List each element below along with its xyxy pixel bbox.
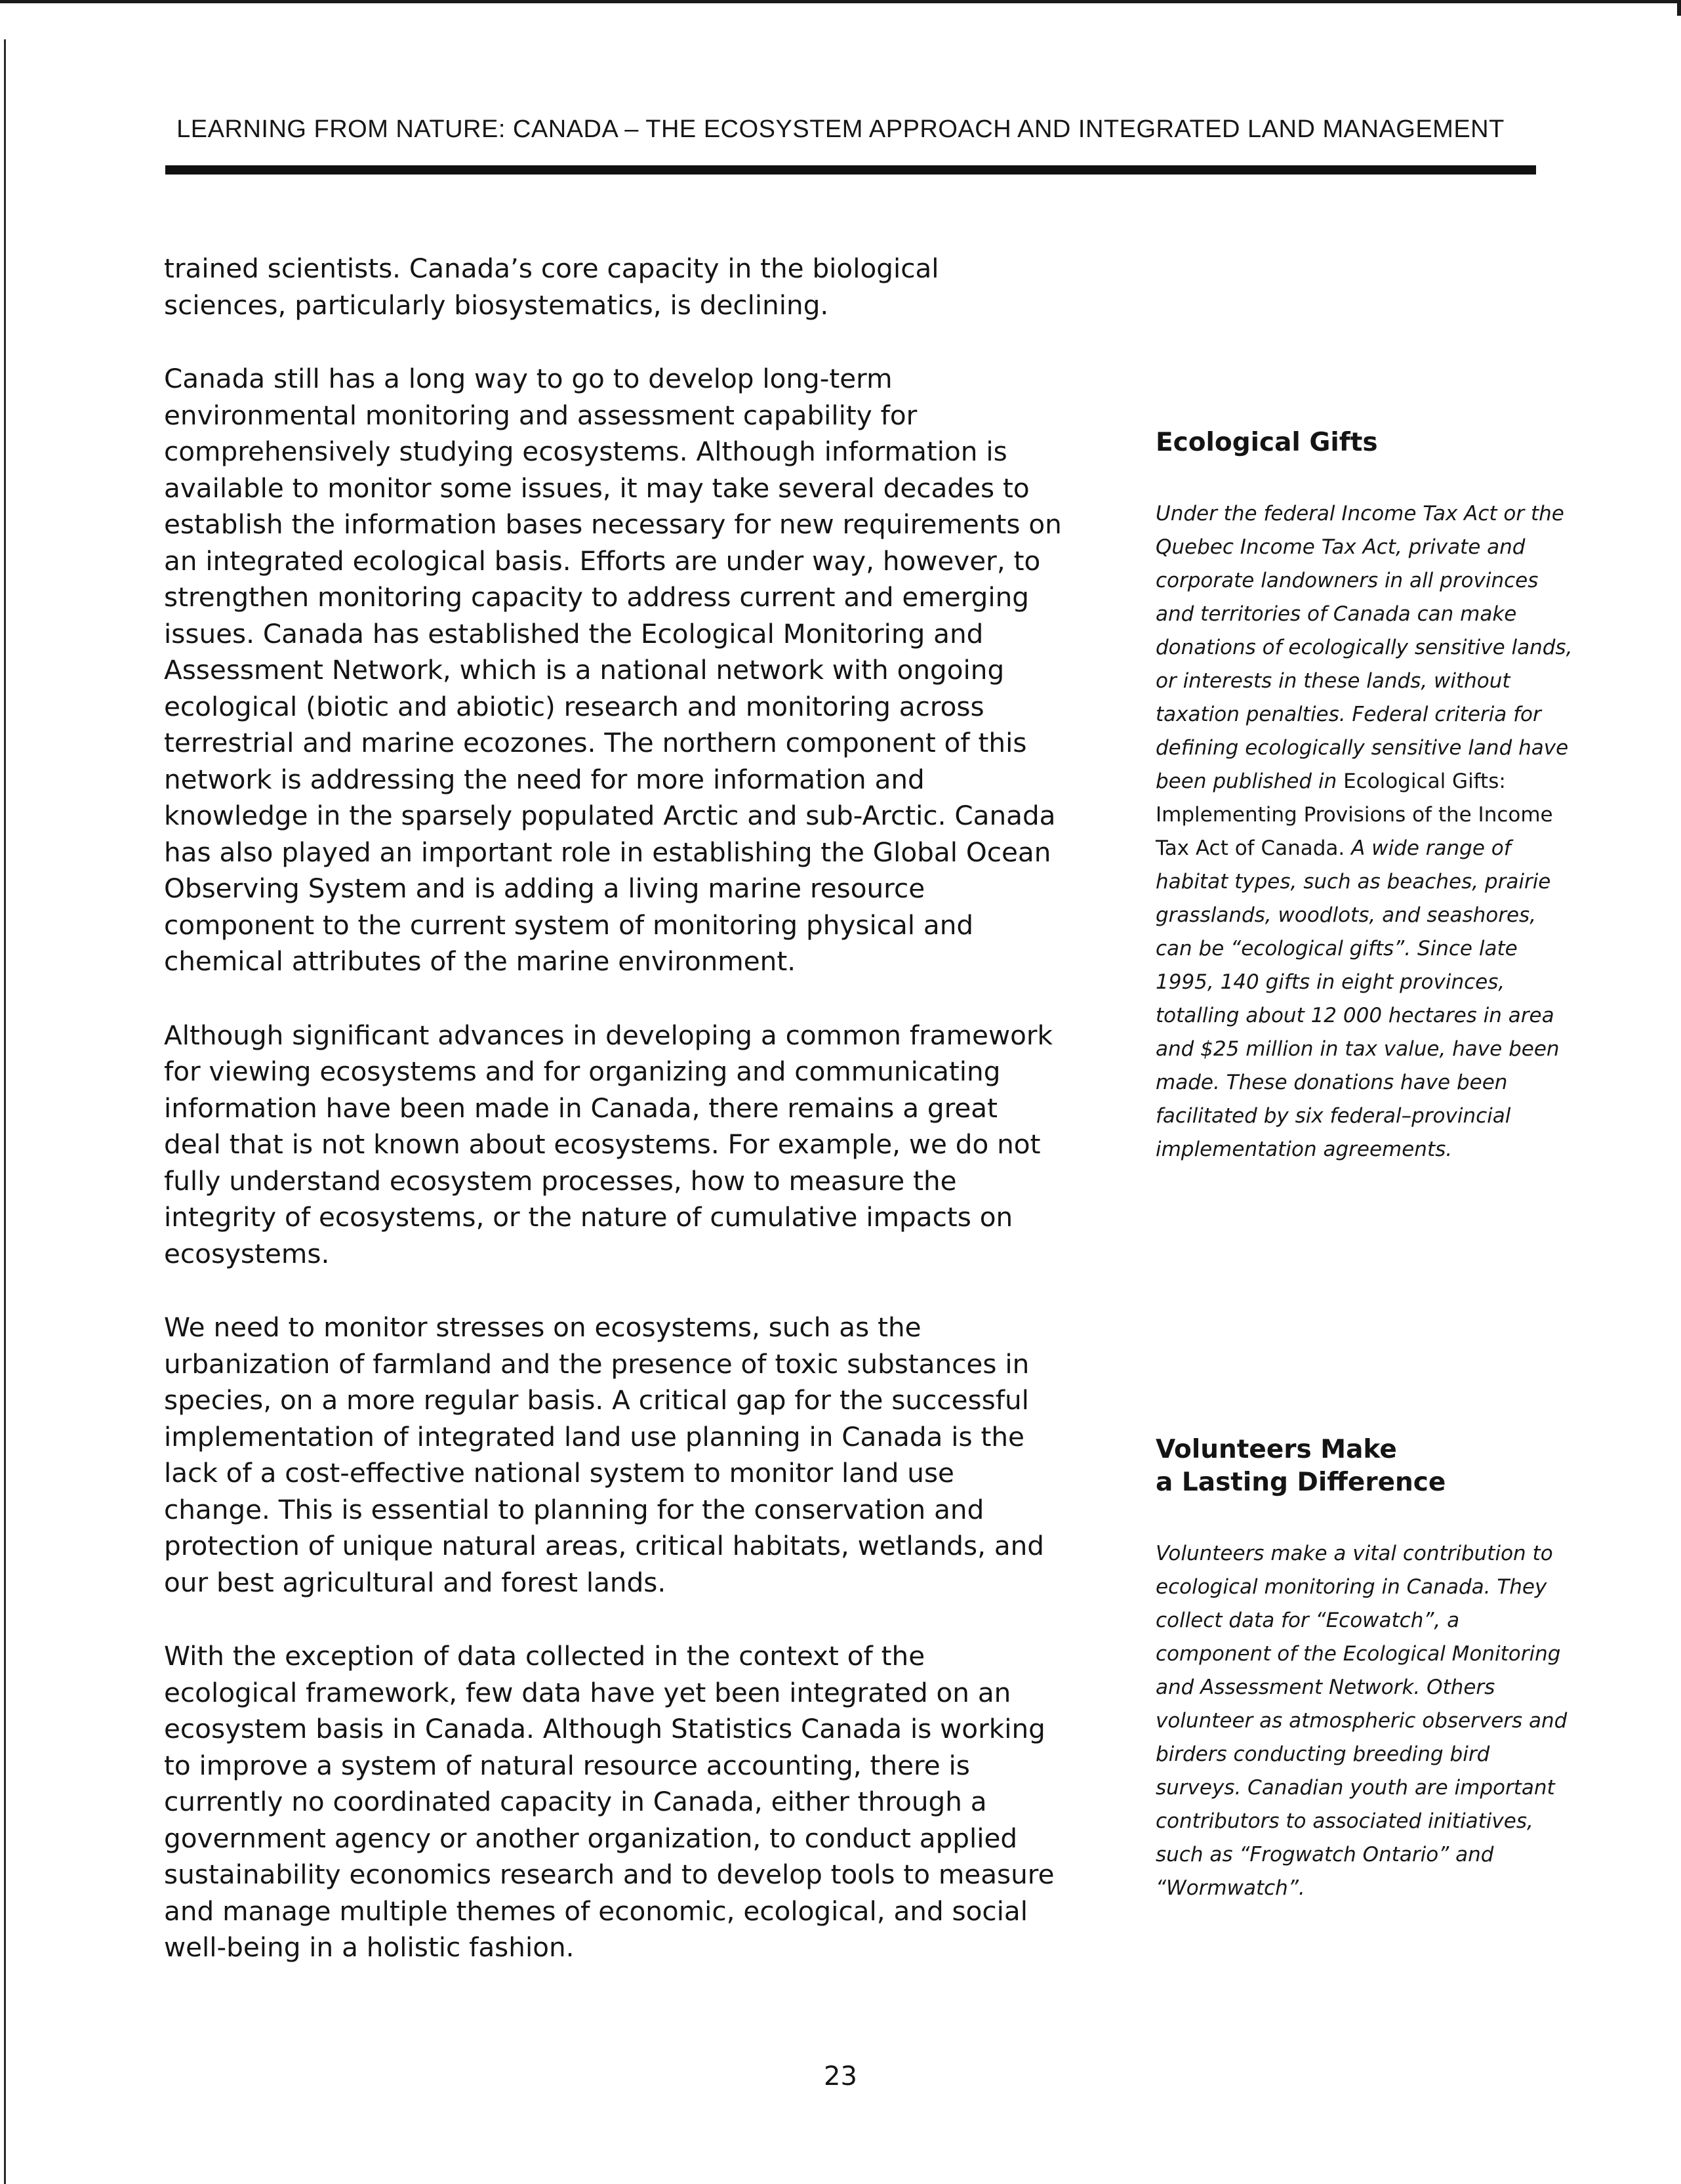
scan-edge-left	[4, 39, 6, 2184]
sidebar-body: Volunteers make a vital contribution to ecological monitoring in Canada. They collect data for “Ecowatch”, a component of the Ecological Monitoring and Assessment Network. Others volunteer as atmospheric observers and birders conducting breeding bird surveys. Canadian youth are important contributors to associated initiatives, such as “Frogwatch Ontario” and “Wormwatch”.	[1156, 1542, 1568, 1900]
page-number: 23	[824, 2061, 857, 2091]
scan-edge-right	[1677, 0, 1681, 16]
paragraph-2: Canada still has a long way to go to develop long-term environmental monitoring and assessment capability for comprehensively studying ecosystems. Although information is available to monitor some issues, it may take several decades to establish the information bases necessary for new requirements on an integrated ecological basis. Efforts are under way, however, to strengthen monitoring capacity to address current and emerging issues. Canada has established the Ecological Monitoring and Assessment Network, which is a national network with ongoing ecological (biotic and abiotic) research and monitoring across terrestrial and marine ecozones. The northern component of this network is addressing the need for more information and knowledge in the sparsely populated Arctic and sub-Arctic. Canada has also played an important role in establishing the Global Ocean Observing System and is adding a living marine resource component to the current system of monitoring physical and chemical attributes of the marine environment.	[164, 363, 1062, 977]
scan-edge-top	[0, 0, 1681, 3]
sidebar-text-after: A wide range of habitat types, such as beaches, prairie grasslands, woodlots, and seashores, can be “ecological gifts”. Since late 1995, 140 gifts in eight provinces, totalling about 12 000 hectares in area and $25 million in tax value, have been made. These donations have been facilitated by six federal–provincial implementation agreements.	[1156, 836, 1560, 1161]
running-header: LEARNING FROM NATURE: CANADA – THE ECOSYSTEM APPROACH AND INTEGRATED LAND MANAGEMENT	[176, 115, 1505, 143]
sidebar-heading-line-2: a Lasting Difference	[1156, 1468, 1446, 1497]
paragraph-5: With the exception of data collected in the context of the ecological framework, few data have yet been integrated on an ecosystem basis in Canada. Although Statistics Canada is working to improve a system of natural resource accounting, there is currently no coordinated capacity in Canada, either through a government agency or another organization, to conduct applied sustainability economics research and to develop tools to measure and manage multiple themes of economic, ecological, and social well-being in a holistic fashion.	[164, 1640, 1055, 1963]
header-rule	[165, 165, 1536, 175]
sidebar-heading-line-1: Volunteers Make	[1156, 1435, 1397, 1464]
sidebar-heading: Ecological Gifts	[1156, 428, 1378, 457]
paragraph-1: trained scientists. Canada’s core capacity in the biological sciences, particularly biosystematics, is declining.	[164, 253, 939, 321]
paragraph-4: We need to monitor stresses on ecosystems, such as the urbanization of farmland and the presence of toxic substances in species, on a more regular basis. A critical gap for the successful implementation of integrated land use planning in Canada is the lack of a cost-effective national system to monitor land use change. This is essential to planning for the conservation and protection of unique natural areas, critical habitats, wetlands, and our best agricultural and forest lands.	[164, 1311, 1045, 1598]
paragraph-3: Although significant advances in developing a common framework for viewing ecosystems and for organizing and communicating information have been made in Canada, there remains a great deal that is not known about ecosystems. For example, we do not fully understand ecosystem processes, how to measure the integrity of ecosystems, or the nature of cumulative impacts on ecosystems.	[164, 1019, 1053, 1269]
main-column	[164, 251, 1063, 2004]
sidebar-text-before: Under the federal Income Tax Act or the Quebec Income Tax Act, private and corporate landowners in all provinces and territories of Canada can make donations of ecologically sensitive lands, or interests in these lands, without taxation penalties. Federal criteria for defining ecologically sensitive land have been published in	[1156, 502, 1573, 793]
sidebar-heading	[1156, 1433, 1575, 1499]
publication-title: Ecological Gifts: Implementing Provisions of the Income Tax Act of Canada.	[1156, 770, 1553, 860]
sidebar-body	[1156, 497, 1575, 1166]
sidebar-volunteers	[1156, 1433, 1575, 1905]
sidebar-ecological-gifts	[1156, 426, 1575, 1166]
